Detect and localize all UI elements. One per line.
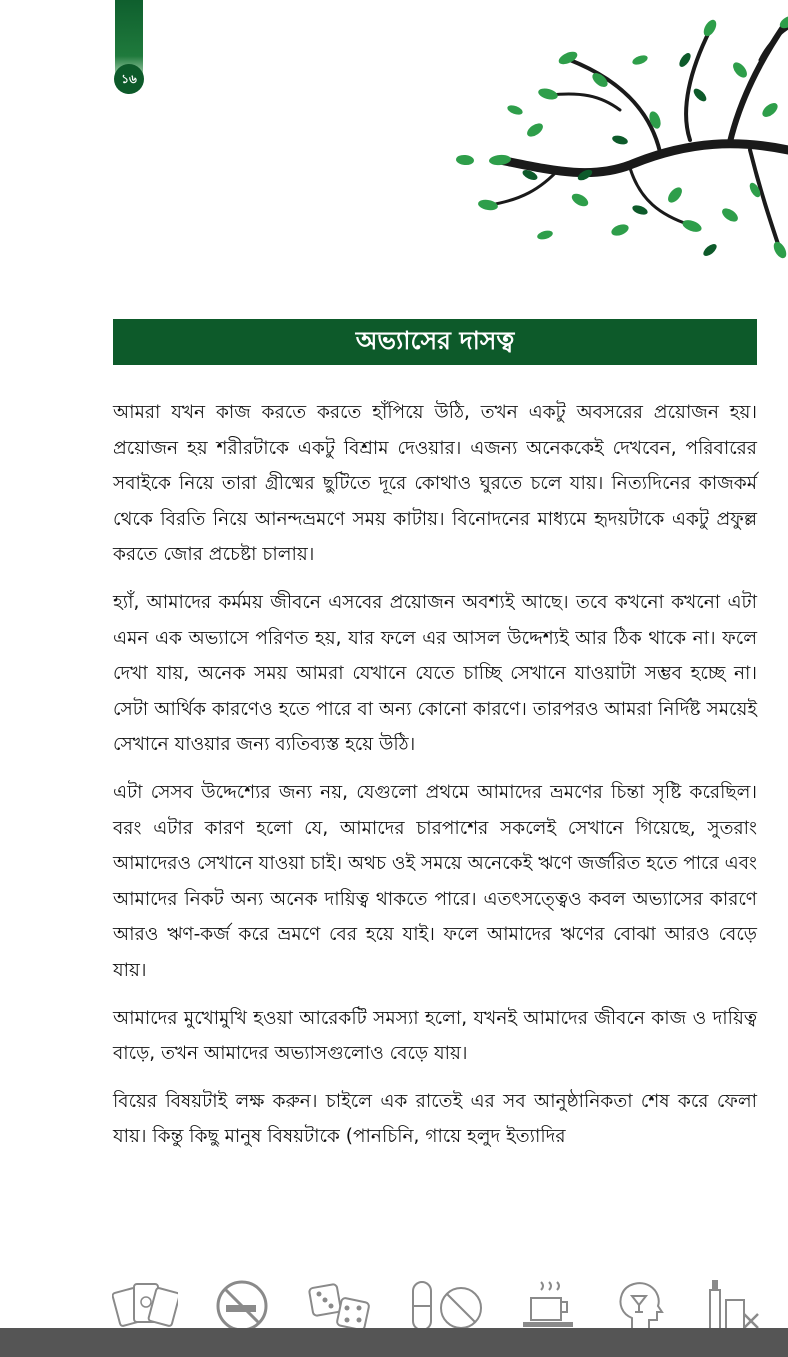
tree-branch-icon bbox=[440, 0, 788, 270]
page-number: ১৬ bbox=[114, 64, 144, 94]
chapter-title: অভ্যাসের দাসত্ব bbox=[113, 319, 757, 365]
pills-icon bbox=[409, 1278, 485, 1334]
paragraph: আমরা যখন কাজ করতে করতে হাঁপিয়ে উঠি, তখন একটু অবসরের প্রয়োজন হয়। প্রয়োজন হয় শরীরটাকে একটু বিশ্রাম দেওয়ার। এজন্য অনেককেই দেখবেন, পরিবারের সবাইকে নিয়ে তারা গ্রীষ্মের ছুটিতে দূরে কোথাও ঘুরতে চলে যায়। নিত্যদিনের কাজকর্ম থেকে বিরতি নিয়ে আনন্দভ্রমণে সময় কাটায়। বিনোদনের মাধ্যমে হৃদয়টাকে একটু প্রফুল্ল করতে জোর প্রচেষ্টা চালায়। bbox=[113, 402, 757, 566]
paragraph: বিয়ের বিষয়টাই লক্ষ করুন। চাইলে এক রাতেই এর সব আনুষ্ঠানিকতা শেষ করে ফেলা যায়। কিন্তু কিছু মানুষ বিষয়টাকে (পানচিনি, গায়ে হলুদ ইত্যাদির bbox=[113, 1090, 757, 1148]
dice-icon bbox=[307, 1278, 373, 1334]
paragraph: এটা সেসব উদ্দেশ্যের জন্য নয়, যেগুলো প্রথমে আমাদের ভ্রমণের চিন্তা সৃষ্টি করেছিল। বরং এটার কারণ হলো যে, আমাদের চারপাশের সকলেই সেখানে গিয়েছে, সুতরাং আমাদেরও সেখানে যাওয়া চাই। অথচ ওই সময়ে অনেকেই ঋণে জর্জরিত হতে পারে এবং আমাদের নিকট অন্য অনেক দায়িত্ব থাকতে পারে। এতৎসত্ত্বেও কবল অভ্যাসের কারণে আরও ঋণ-কর্জ করে ভ্রমণে বের হয়ে যাই। ফলে আমাদের ঋণের বোঝা আরও বেড়ে যায়। bbox=[113, 781, 757, 981]
hot-drink-icon bbox=[521, 1278, 577, 1334]
bottom-strip bbox=[0, 1328, 788, 1357]
footer-icon-row bbox=[112, 1272, 762, 1334]
body-text bbox=[113, 395, 757, 1167]
alcohol-bottle-icon bbox=[706, 1278, 762, 1334]
playing-cards-icon bbox=[112, 1278, 178, 1334]
no-smoking-icon bbox=[214, 1278, 270, 1334]
paragraph: আমাদের মুখোমুখি হওয়া আরেকটি সমস্যা হলো, যখনই আমাদের জীবনে কাজ ও দায়িত্ব বাড়ে, তখন আমাদের অভ্যাসগুলোও বেড়ে যায়। bbox=[113, 1007, 757, 1065]
paragraph: হ্যাঁ, আমাদের কর্মময় জীবনে এসবের প্রয়োজন অবশ্যই আছে। তবে কখনো কখনো এটা এমন এক অভ্যাসে পরিণত হয়, যার ফলে এর আসল উদ্দেশ্যই আর ঠিক থাকে না। ফলে দেখা যায়, অনেক সময় আমরা যেখানে যেতে চাচ্ছি সেখানে যাওয়াটা সম্ভব হচ্ছে না। সেটা আর্থিক কারণেও হতে পারে বা অন্য কোনো কারণে। তারপরও আমরা নির্দিষ্ট সময়েই সেখানে যাওয়ার জন্য ব্যতিব্যস্ত হয়ে উঠি। bbox=[113, 591, 757, 756]
head-drink-icon bbox=[614, 1278, 670, 1334]
